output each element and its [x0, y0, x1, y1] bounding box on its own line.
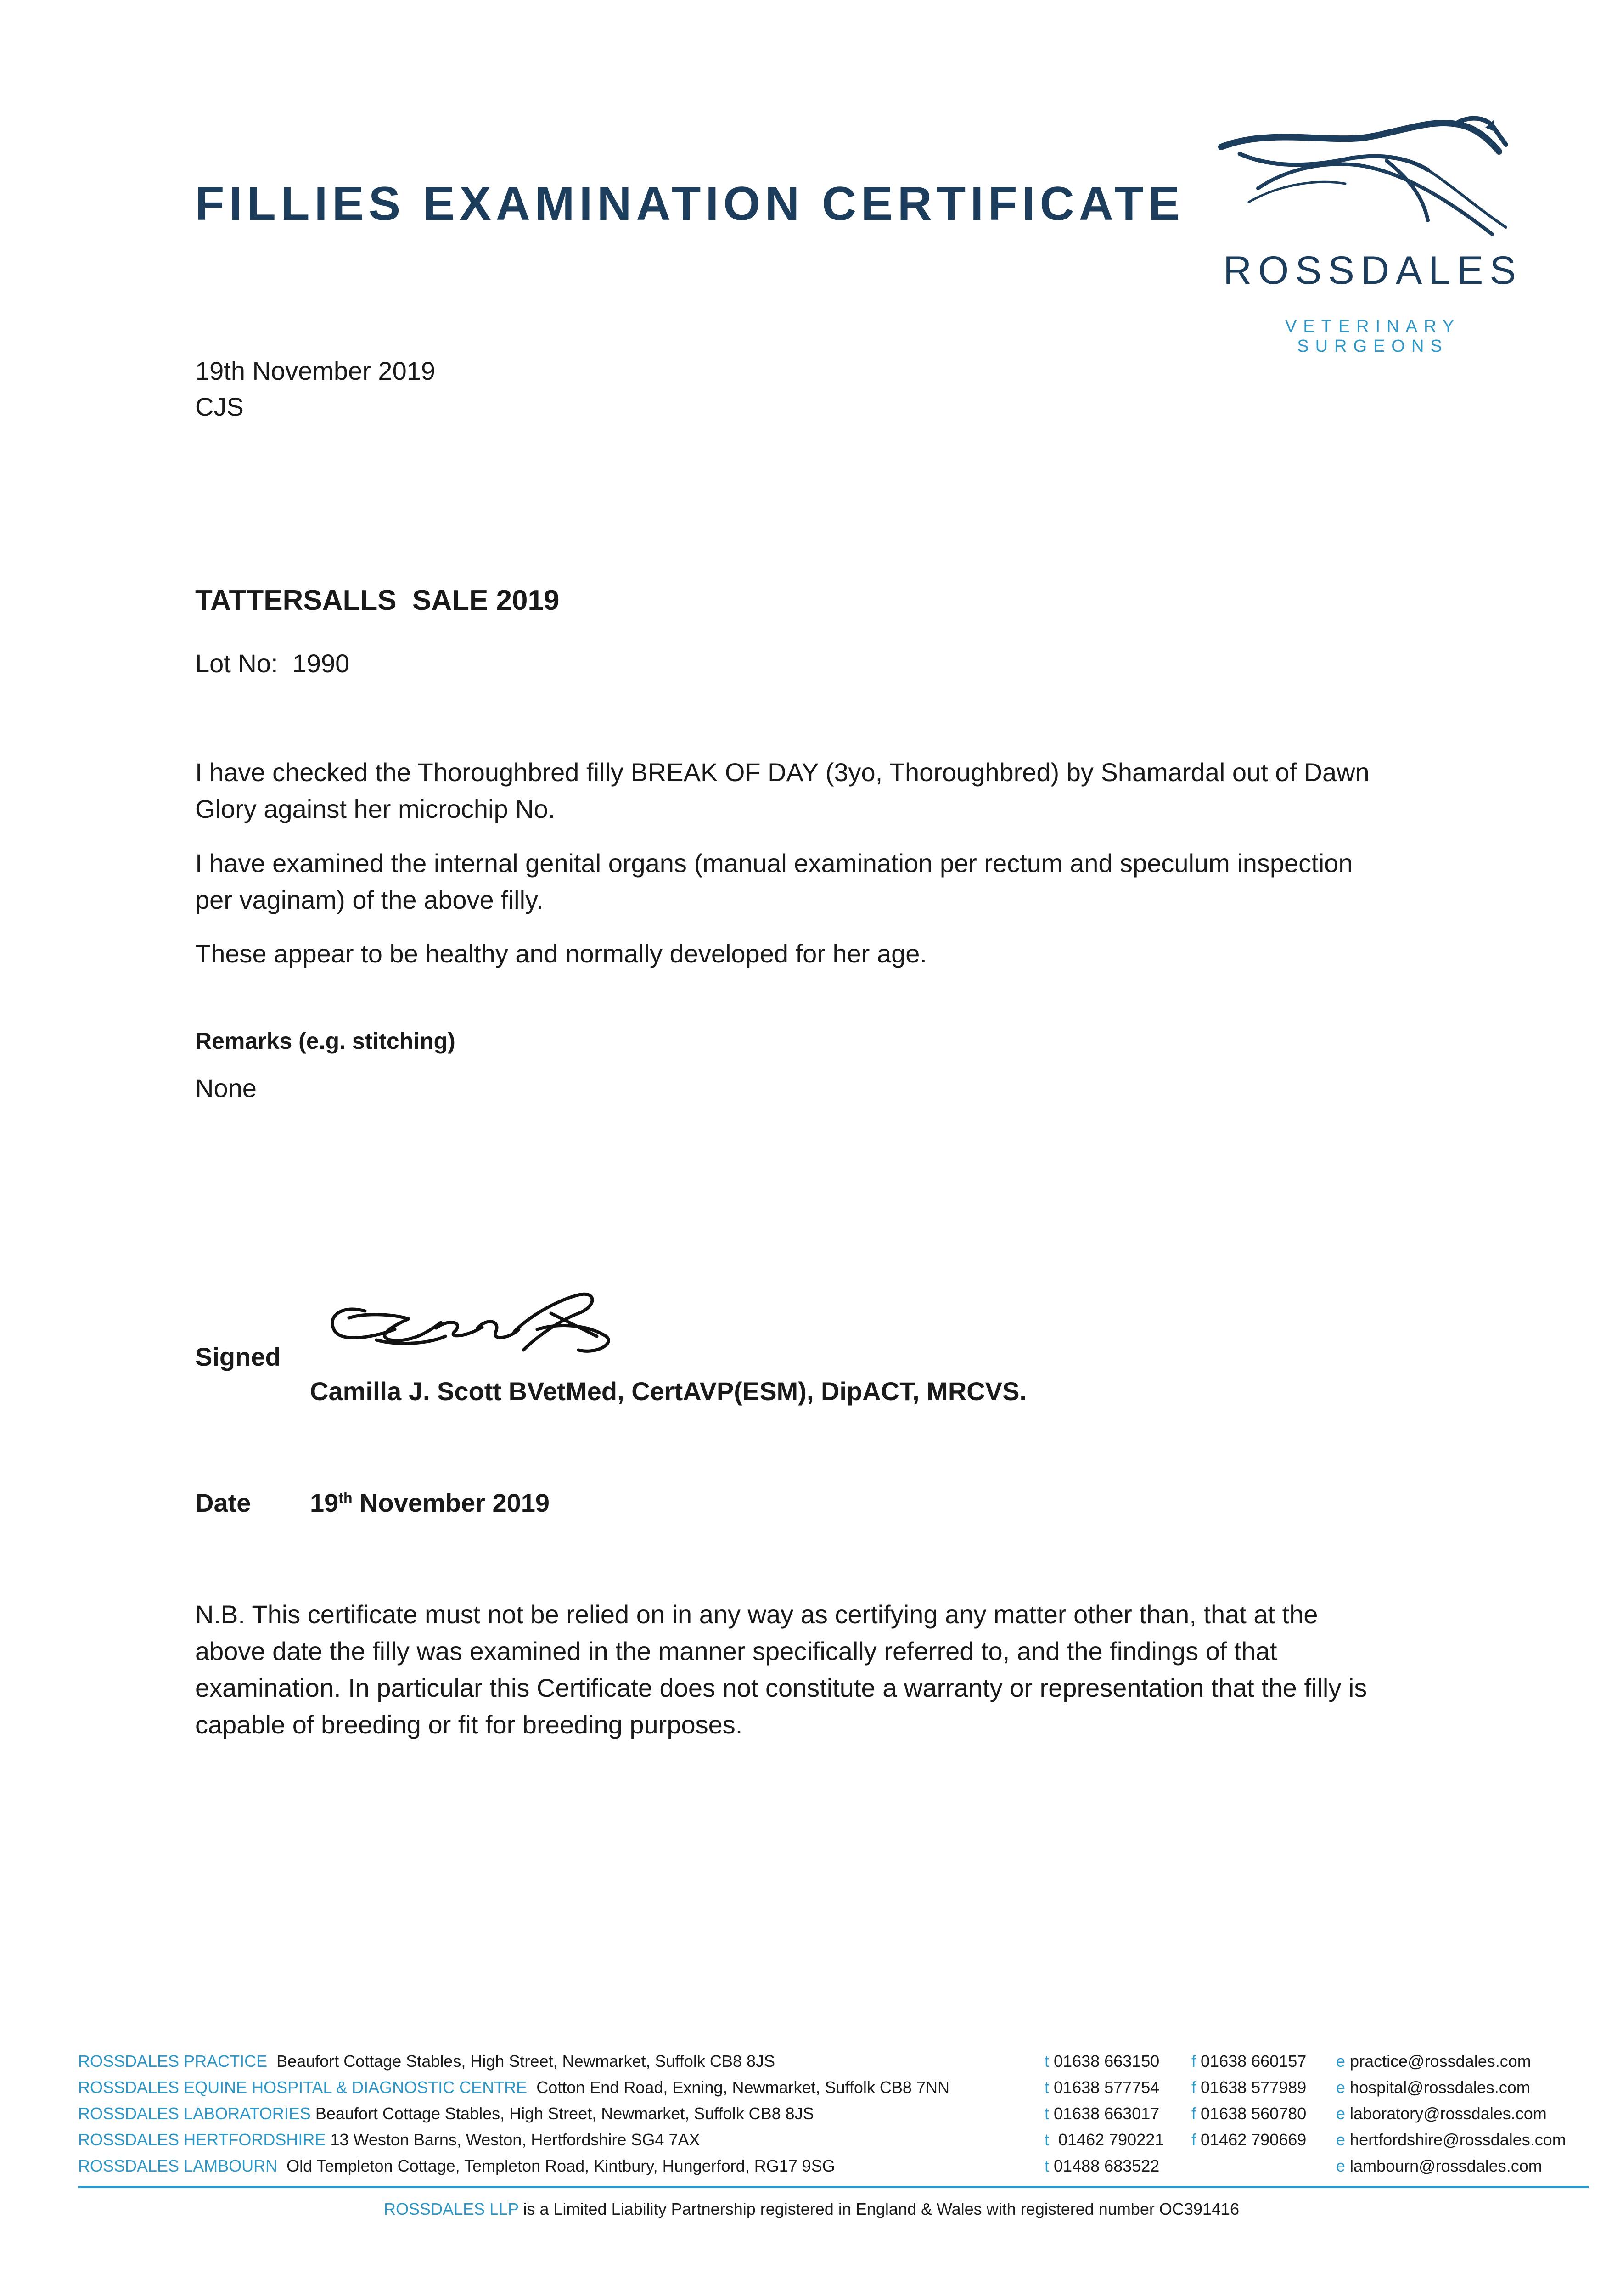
email-label: e — [1336, 2130, 1346, 2149]
phone-label: t — [1045, 2078, 1050, 2097]
email[interactable] — [1336, 2100, 1547, 2127]
office-name: ROSSDALES EQUINE HOSPITAL & DIAGNOSTIC CENTRE — [78, 2078, 528, 2097]
logo-name: ROSSDALES — [1223, 248, 1522, 293]
phone-label: t — [1045, 2104, 1050, 2123]
text-line: examination. In particular this Certificate does not constitute a warranty or representation that the filly is — [195, 1673, 1367, 1702]
disclaimer-paragraph — [195, 1596, 1435, 1743]
phone-label: t — [1045, 2156, 1050, 2175]
office-address: Beaufort Cottage Stables, High Street, Newmarket, Suffolk CB8 8JS — [310, 2104, 814, 2123]
office-name: ROSSDALES PRACTICE — [78, 2052, 268, 2071]
lot-number: Lot No: 1990 — [195, 649, 350, 678]
phone — [1045, 2074, 1159, 2100]
text-line: per vaginam) of the above filly. — [195, 885, 544, 914]
email-address[interactable]: practice@rossdales.com — [1350, 2052, 1531, 2071]
date-rest: November 2019 — [352, 1488, 550, 1517]
text-line: N.B. This certificate must not be relied on in any way as certifying any matter other than, that at the — [195, 1600, 1318, 1629]
fax-number: 01638 577989 — [1201, 2078, 1307, 2097]
fax — [1191, 2100, 1306, 2127]
email[interactable] — [1336, 2127, 1566, 2153]
email-address[interactable]: laboratory@rossdales.com — [1350, 2104, 1547, 2123]
llp-statement — [0, 2200, 1623, 2219]
phone-number: 01488 683522 — [1054, 2156, 1160, 2175]
date-label: Date — [195, 1488, 251, 1517]
phone-label: t — [1045, 2130, 1050, 2149]
office-name: ROSSDALES LABORATORIES — [78, 2104, 311, 2123]
phone-number: 01638 663150 — [1054, 2052, 1160, 2071]
rossdales-logo — [1212, 110, 1533, 356]
fax — [1191, 2048, 1306, 2074]
email[interactable] — [1336, 2048, 1531, 2074]
text-line: capable of breeding or fit for breeding purposes. — [195, 1710, 743, 1739]
phone — [1045, 2127, 1164, 2153]
footer-contacts — [78, 2048, 1584, 2179]
footer-row — [78, 2127, 1584, 2153]
sale-title: TATTERSALLS SALE 2019 — [195, 585, 560, 616]
remarks-label: Remarks (e.g. stitching) — [195, 1028, 455, 1054]
fax — [1191, 2074, 1306, 2100]
office-address: Beaufort Cottage Stables, High Street, Newmarket, Suffolk CB8 8JS — [267, 2052, 775, 2071]
email-label: e — [1336, 2156, 1346, 2175]
fax-number: 01638 560780 — [1201, 2104, 1307, 2123]
fax — [1191, 2127, 1306, 2153]
phone-number: 01462 790221 — [1054, 2130, 1164, 2149]
header-initials: CJS — [195, 392, 244, 421]
text-line: above date the filly was examined in the manner specifically referred to, and the findings of that — [195, 1637, 1277, 1666]
footer-row — [78, 2153, 1584, 2179]
email-label: e — [1336, 2104, 1346, 2123]
fax-label: f — [1191, 2104, 1196, 2123]
fax-label: f — [1191, 2078, 1196, 2097]
footer-row — [78, 2074, 1584, 2100]
date-suffix: th — [338, 1489, 353, 1506]
signer-name: Camilla J. Scott BVetMed, CertAVP(ESM), DipACT, MRCVS. — [310, 1377, 1027, 1406]
result-paragraph: These appear to be healthy and normally developed for her age. — [195, 939, 927, 968]
check-paragraph — [195, 754, 1435, 827]
page-title: FILLIES EXAMINATION CERTIFICATE — [195, 177, 1185, 231]
llp-text: is a Limited Liability Partnership registered in England & Wales with registered number OC391416 — [518, 2200, 1239, 2218]
phone-number: 01638 663017 — [1054, 2104, 1160, 2123]
email-label: e — [1336, 2052, 1346, 2071]
footer-row — [78, 2048, 1584, 2074]
office-address: Cotton End Road, Exning, Newmarket, Suffolk CB8 7NN — [527, 2078, 949, 2097]
remarks-value: None — [195, 1074, 257, 1103]
date-day: 19 — [310, 1488, 339, 1517]
phone-label: t — [1045, 2052, 1050, 2071]
exam-paragraph — [195, 845, 1435, 918]
phone — [1045, 2100, 1159, 2127]
phone — [1045, 2048, 1159, 2074]
email[interactable] — [1336, 2153, 1542, 2179]
email-address[interactable]: hospital@rossdales.com — [1350, 2078, 1530, 2097]
horse-icon — [1212, 110, 1533, 248]
email-address[interactable]: lambourn@rossdales.com — [1350, 2156, 1542, 2175]
logo-subtitle: VETERINARY SURGEONS — [1285, 317, 1461, 356]
text-line: Glory against her microchip No. — [195, 794, 556, 823]
fax-label: f — [1191, 2130, 1196, 2149]
office-address: Old Templeton Cottage, Templeton Road, Kintbury, Hungerford, RG17 9SG — [277, 2156, 835, 2175]
handwritten-signature — [321, 1286, 624, 1364]
email[interactable] — [1336, 2074, 1530, 2100]
fax-number: 01638 660157 — [1201, 2052, 1307, 2071]
office-address: 13 Weston Barns, Weston, Hertfordshire SG4 7AX — [326, 2130, 700, 2149]
signed-label: Signed — [195, 1342, 281, 1371]
text-line: I have examined the internal genital organs (manual examination per rectum and speculum inspection — [195, 849, 1353, 878]
office-name: ROSSDALES LAMBOURN — [78, 2156, 278, 2175]
phone-number: 01638 577754 — [1054, 2078, 1160, 2097]
office-name: ROSSDALES HERTFORDSHIRE — [78, 2130, 326, 2149]
fax-label: f — [1191, 2052, 1196, 2071]
text-line: I have checked the Thoroughbred filly BREAK OF DAY (3yo, Thoroughbred) by Shamardal out of Dawn — [195, 758, 1370, 787]
email-address[interactable]: hertfordshire@rossdales.com — [1350, 2130, 1566, 2149]
footer-row — [78, 2100, 1584, 2127]
footer-divider — [78, 2186, 1589, 2188]
fax-number: 01462 790669 — [1201, 2130, 1307, 2149]
email-label: e — [1336, 2078, 1346, 2097]
llp-name: ROSSDALES LLP — [384, 2200, 519, 2218]
header-date: 19th November 2019 — [195, 356, 436, 385]
phone — [1045, 2153, 1159, 2179]
date-value — [310, 1488, 550, 1518]
